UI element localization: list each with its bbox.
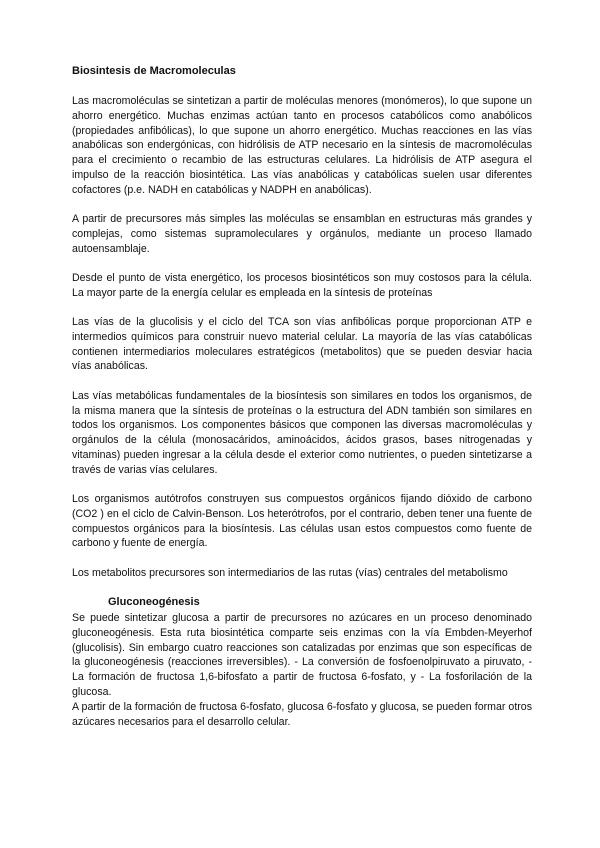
paragraph-amphibolic-pathways: Las vías de la glucolisis y el ciclo del TCA son vías anfibólicas porque proporcionan ATP e intermedios químicos para construir nuevo material celular. La mayoría de las vías catabólicas contienen intermediarios moleculares estratégicos (metabolitos) que se pueden desviar hacia vías anabólicas. [72, 316, 532, 373]
section-heading-gluconeogenesis: Gluconeogénesis [108, 596, 200, 609]
paragraph-metabolic-pathways: Las vías metabólicas fundamentales de la biosíntesis son similares en todos los organismos, de la misma manera que la síntesis de proteínas o la estructura del ADN también son similares en todos los organismos. Los componentes básicos que componen las diversas macromoléculas y orgánulos de la célula (monosacáridos, aminoácidos, ácidos grasos, bases nitrogenadas y vitaminas) pueden ingresar a la célula desde el exterior como nutrientes, o pueden sintetizarse a través de varias vías celulares. [72, 389, 532, 476]
paragraph-autotrophs: Los organismos autótrofos construyen sus compuestos orgánicos fijando dióxido de carbono (CO2 ) en el ciclo de Calvin-Benson. Los heterótrofos, por el contrario, deben tener una fuente de compuestos orgánicos para la biosíntesis. Las células usan estos compuestos como fuente de carbono y fuente de energía. [72, 493, 532, 550]
paragraph-energy-cost: Desde el punto de vista energético, los procesos biosintéticos son muy costosos para la célula. La mayor parte de la energía celular es empleada en la síntesis de proteínas [72, 271, 532, 299]
paragraph-gluconeogenesis: Se puede sintetizar glucosa a partir de precursores no azúcares en un proceso denominado gluconeogénesis. Esta ruta biosintética comparte seis enzimas con la vía Embden-Meyerhof (glucolisis). Sin embargo cuatro reacciones son catalizadas por enzimas que son específicas de la gluconeogénesis (reacciones irreversibles). - La conversión de fosfoenolpiruvato a piruvato, - La formación de fructosa 1,6-bifosfato a partir de fructosa 6-fosfato, y - La fosforilación de la glucosa. [72, 612, 532, 698]
document-page [72, 64, 532, 729]
paragraph-other-sugars: A partir de la formación de fructosa 6-fosfato, glucosa 6-fosfato y glucosa, se pueden formar otros azúcares necesarios para el desarrollo celular. [72, 700, 532, 728]
paragraph-macromolecules: Las macromoléculas se sintetizan a partir de moléculas menores (monómeros), lo que supone un ahorro energético. Muchas enzimas actúan tanto en procesos catabólicos como anabólicos (propiedades anfibólicas), lo que supone un ahorro energético. Muchas reacciones en las vías anabólicas son endergónicas, con hidrólisis de ATP necesario en la síntesis de macromoléculas para el crecimiento o recambio de las estructuras celulares. La hidrólisis de ATP asegura el impulso de la reacción biosintética. Las vías anabólicas y catabólicas suelen usar diferentes cofactores (p.e. NADH en catabólicas y NADPH en anabólicas). [72, 95, 532, 196]
paragraph-self-assembly: A partir de precursores más simples las moléculas se ensamblan en estructuras más grandes y complejas, como sistemas supramoleculares y orgánulos, mediante un proceso llamado autoensamblaje. [72, 213, 532, 255]
paragraph-precursor-metabolites: Los metabolitos precursores son intermediarios de las rutas (vías) centrales del metabolismo [72, 566, 508, 579]
document-title: Biosintesis de Macromoleculas [72, 65, 236, 77]
